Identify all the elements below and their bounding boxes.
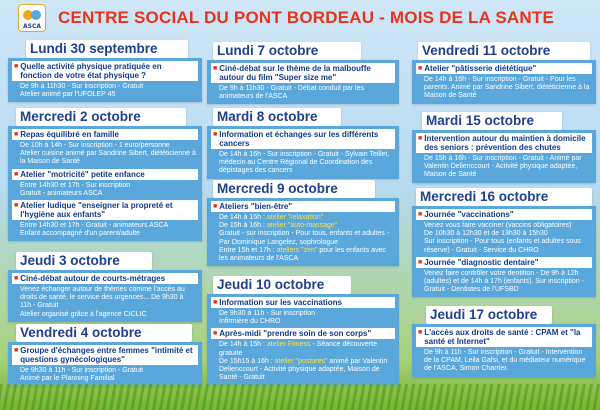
card-mercredi-2 (8, 108, 202, 241)
event-item (416, 63, 592, 101)
event-details: De 9h30 à 11h - Sur inscription Infirmière du CHRO (219, 310, 315, 326)
bullet-icon: ■ (418, 329, 423, 336)
card-mardi-15 (412, 112, 596, 183)
event-item (211, 129, 395, 176)
card-lundi-7 (207, 42, 399, 104)
event-title: ■ L'accès aux droits de santé : CPAM et "la santé et Internet" (416, 327, 592, 347)
day-header: Lundi 7 octobre (213, 42, 361, 60)
event-details: De 14h à 15h : atelier "relaxation" De 15h à 16h : atelier "auto-massage" Gratuit - sur inscription - Pour tous, enfants et adultes - Par Dominique Langelez, sophrologue Entre 15h et 17h : ateliers "zen" pour les enfants avec les animateurs de l'ASCA (219, 214, 390, 263)
day-header: Mercredi 2 octobre (16, 108, 186, 126)
event-details: De 10h à 14h - Sur inscription - 1 euro/personne Atelier cuisine animé par Sandrine Sibert, diététicienne à la Maison de Santé (20, 142, 196, 166)
event-details: De 9h à 11h30 - Sur inscription - Gratuit Atelier animé par l'UFOLEP 45 (20, 83, 144, 99)
card-body (8, 342, 202, 386)
event-details: De 14h à 16h - Sur inscription - Gratuit - Pour les parents. Animé par Sandrine Sibert, diététicienne à la Maison de Santé (424, 76, 590, 100)
card-body (207, 60, 399, 104)
bullet-icon: ■ (14, 170, 19, 178)
bullet-icon: ■ (418, 65, 423, 72)
event-title: ■ Journée "vaccinations" (416, 209, 592, 220)
bullet-icon: ■ (213, 203, 218, 210)
card-body (412, 60, 596, 104)
bullet-icon: ■ (14, 275, 19, 282)
event-details: Venez échanger autour de thèmes comme l'accès au droits de santé, le service des urgences... De 9h30 à 11h - Gratuit Atelier organisé grâce à l'agence CICLIC (20, 286, 185, 318)
event-item (211, 201, 395, 263)
day-header: Lundi 30 septembre (26, 40, 188, 58)
card-jeudi-3 (8, 252, 202, 322)
card-body (8, 270, 202, 322)
day-header: Jeudi 10 octobre (213, 276, 351, 294)
card-body (412, 130, 596, 183)
day-header: Mercredi 9 octobre (213, 180, 375, 198)
event-item (12, 129, 198, 167)
event-title: ■ Groupe d'échanges entre femmes "intimité et questions gynécologiques" (12, 345, 198, 365)
event-item (211, 297, 395, 326)
event-details: Entre 14h30 et 17h - Sur inscription Gratuit - animateurs ASCA (20, 181, 131, 197)
card-lundi-30 (8, 40, 202, 102)
event-item (12, 273, 198, 319)
event-item (211, 328, 395, 382)
event-item (416, 327, 592, 374)
card-body (412, 206, 596, 297)
card-body (8, 126, 202, 241)
event-item (416, 133, 592, 180)
event-details: De 9h à 11h - Sur inscription - Gratuit - Intervention de la CPAM, Leila Gafsi, et du médiateur numérique de l'ASCA, Simon Charrier. (424, 349, 586, 373)
day-header: Jeudi 3 octobre (16, 252, 152, 270)
bullet-icon: ■ (14, 63, 19, 70)
card-body (8, 58, 202, 102)
event-title: ■ Information et échanges sur les différents cancers (211, 129, 395, 149)
event-title: ■ Quelle activité physique pratiquée en fonction de votre état physique ? (12, 61, 198, 81)
card-mardi-8 (207, 108, 399, 179)
event-title: ■ Atelier ludique "enseigner la propreté et l'hygiène aux enfants" (12, 200, 198, 220)
event-title: ■ Après-midi "prendre soin de son corps" (211, 328, 395, 339)
bullet-icon: ■ (213, 131, 218, 138)
event-title: ■ Ciné-débat autour de courts-métrages (12, 273, 198, 284)
bullet-icon: ■ (418, 135, 423, 142)
page-title: CENTRE SOCIAL DU PONT BORDEAU - MOIS DE LA SANTE (58, 8, 555, 27)
event-details: De 15h à 16h - Sur inscription - Gratuit - Animé par Valentin Delienccourt - Activité physique adaptée, Maison de Santé (424, 155, 582, 179)
event-item (12, 169, 198, 198)
event-title: ■ Journée "diagnostic dentaire" (416, 257, 592, 268)
event-title: ■ Atelier "motricité" petite enfance (12, 169, 198, 180)
day-header: Jeudi 17 octobre (426, 306, 552, 324)
card-body (412, 324, 596, 377)
day-header: Vendredi 11 octobre (418, 42, 590, 60)
event-details: De 9h à 11h30 - Gratuit - Débat conduit par les animateurs de l'ASCA (219, 85, 365, 101)
event-title: ■ Information sur les vaccinations (211, 297, 395, 308)
card-body (207, 126, 399, 179)
bullet-icon: ■ (213, 330, 218, 338)
card-body (207, 198, 399, 266)
bullet-icon: ■ (418, 211, 423, 218)
event-item (12, 345, 198, 383)
card-mercredi-16 (412, 188, 596, 297)
event-item (416, 209, 592, 255)
card-vendredi-11 (412, 42, 596, 104)
card-jeudi-17 (412, 306, 596, 377)
event-details: De 14h à 16h - Sur inscription - Gratuit - Sylvain Teillet, médecin au Centre Régional de Coordination des dépistages des cancers (219, 151, 390, 175)
bullet-icon: ■ (418, 258, 423, 266)
event-details: De 14h à 15h : atelier Fitness - Séance découverte gratuite De 15h15 à 16h : atelier "postures" animé par Valentin Delienccourt - Activité physique adaptée, Maison de Santé - Gratuit (219, 341, 388, 382)
event-details: De 9h30 à 11h - Sur inscription - Gratuit Animé par le Planning Familial (20, 367, 144, 383)
bullet-icon: ■ (213, 299, 218, 306)
card-jeudi-10 (207, 276, 399, 385)
logo-label: ASCA (22, 23, 42, 30)
day-header: Mardi 8 octobre (213, 108, 341, 126)
grass-decoration (0, 384, 600, 410)
event-title: ■ Repas équilibré en famille (12, 129, 198, 140)
bullet-icon: ■ (14, 131, 19, 138)
day-header: Vendredi 4 octobre (16, 324, 192, 342)
event-details: Entre 14h30 et 17h - Gratuit - animateurs ASCA Enfant accompagné d'un parent/adulte (20, 222, 169, 238)
day-header: Mercredi 16 octobre (416, 188, 592, 206)
card-body (207, 294, 399, 385)
bullet-icon: ■ (14, 202, 19, 210)
event-title: ■ Intervention autour du maintien à domicile des seniors : prévention des chutes (416, 133, 592, 153)
asca-logo (18, 4, 46, 32)
bullet-icon: ■ (14, 347, 19, 354)
event-title: ■ Atelier "pâtisserie diététique" (416, 63, 592, 74)
event-title: ■ Ateliers "bien-être" (211, 201, 395, 212)
event-details: Venez faire contrôler votre dentition - De 9h à 12h (adultes) et de 14h à 17h (enfants). Sur inscription - Gratuit - Dentistes de l'UFSBD (424, 269, 584, 294)
bullet-icon: ■ (213, 65, 218, 72)
event-item (12, 61, 198, 99)
day-header: Mardi 15 octobre (422, 112, 562, 130)
event-details: Venez vous faire vacciner (vaccins obligatoires) De 10h30 à 12h30 et de 13h30 à 15h30 Sur inscription - Pour tous (enfants et adultes sous réserve) - Gratuit - Service du CHRO (424, 222, 581, 254)
card-mercredi-9 (207, 180, 399, 266)
event-title: ■ Ciné-débat sur le thème de la malbouffe autour du film "Super size me" (211, 63, 395, 83)
event-item (211, 63, 395, 101)
card-vendredi-4 (8, 324, 202, 386)
event-item (12, 200, 198, 238)
event-item (416, 257, 592, 295)
